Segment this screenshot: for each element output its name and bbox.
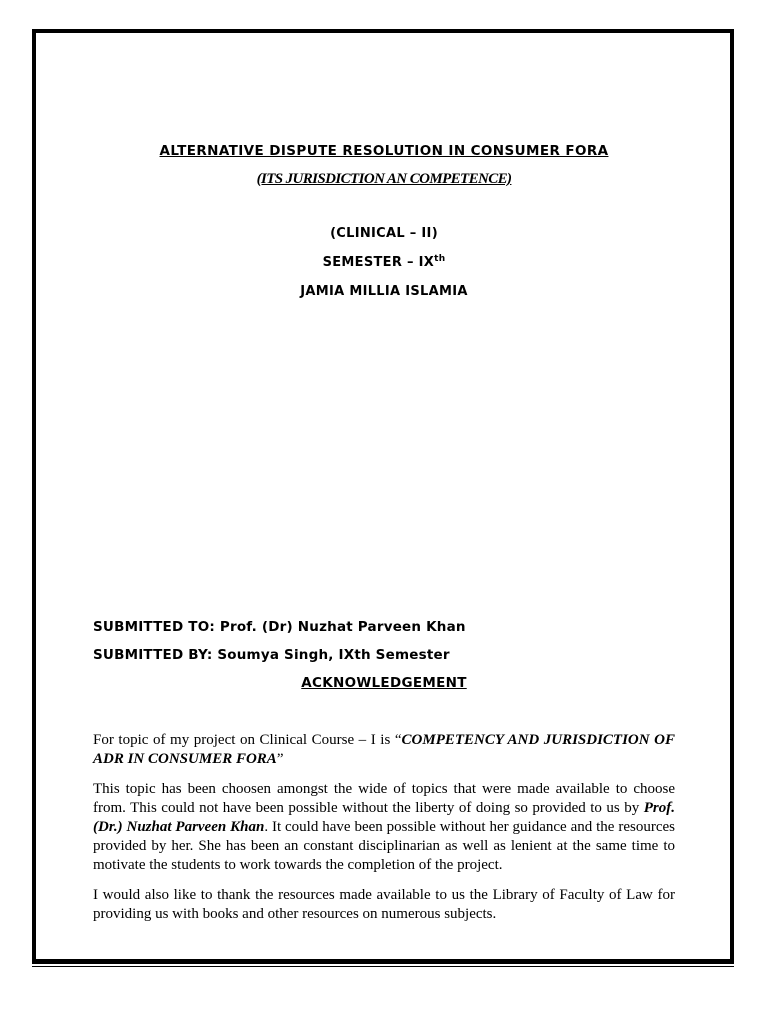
university-name: JAMIA MILLIA ISLAMIA xyxy=(300,284,468,299)
document-title: ALTERNATIVE DISPUTE RESOLUTION IN CONSUMER FORA xyxy=(159,143,609,159)
course-label: (CLINICAL – II) xyxy=(330,226,438,241)
supervisor-name: Prof. (Dr.) Nuzhat Parveen Khan xyxy=(93,800,675,835)
paragraph-2-lead: This topic has been choosen amongst the wide of topics that were made available to choose from. This could not have been possible without the liberty of doing so provided to us by xyxy=(93,781,675,816)
paragraph-1-lead: For topic of my project on Clinical Course – I is “ xyxy=(93,732,402,748)
semester-label xyxy=(0,255,768,270)
page-border-bottom-rule xyxy=(32,963,734,967)
paragraph-2-tail: . It could have been possible without her guidance and the resources provided by her. She has been an constant disciplinarian as well as lenient at the same time to motivate the students to work towards the completion of the project. xyxy=(93,819,675,873)
document-subtitle: (ITS JURISDICTION AN COMPETENCE) xyxy=(256,171,512,187)
paragraph-topic-selection xyxy=(93,780,675,875)
paragraph-library-thanks: I would also like to thank the resources made available to us the Library of Faculty of Law for providing us with books and other resources on numerous subjects. xyxy=(93,887,675,922)
paragraph-1-tail: ” xyxy=(276,751,284,767)
semester-text: SEMESTER – IX xyxy=(322,255,435,270)
acknowledgement-heading: ACKNOWLEDGEMENT xyxy=(301,675,467,691)
paragraph-project-topic xyxy=(93,731,675,769)
semester-superscript: th xyxy=(434,254,446,264)
project-topic-title: COMPETENCY AND JURISDICTION OF ADR IN CONSUMER FORA xyxy=(93,732,675,767)
submitted-to: SUBMITTED TO: Prof. (Dr) Nuzhat Parveen Khan xyxy=(93,619,466,635)
submitted-by: SUBMITTED BY: Soumya Singh, IXth Semester xyxy=(93,647,450,663)
